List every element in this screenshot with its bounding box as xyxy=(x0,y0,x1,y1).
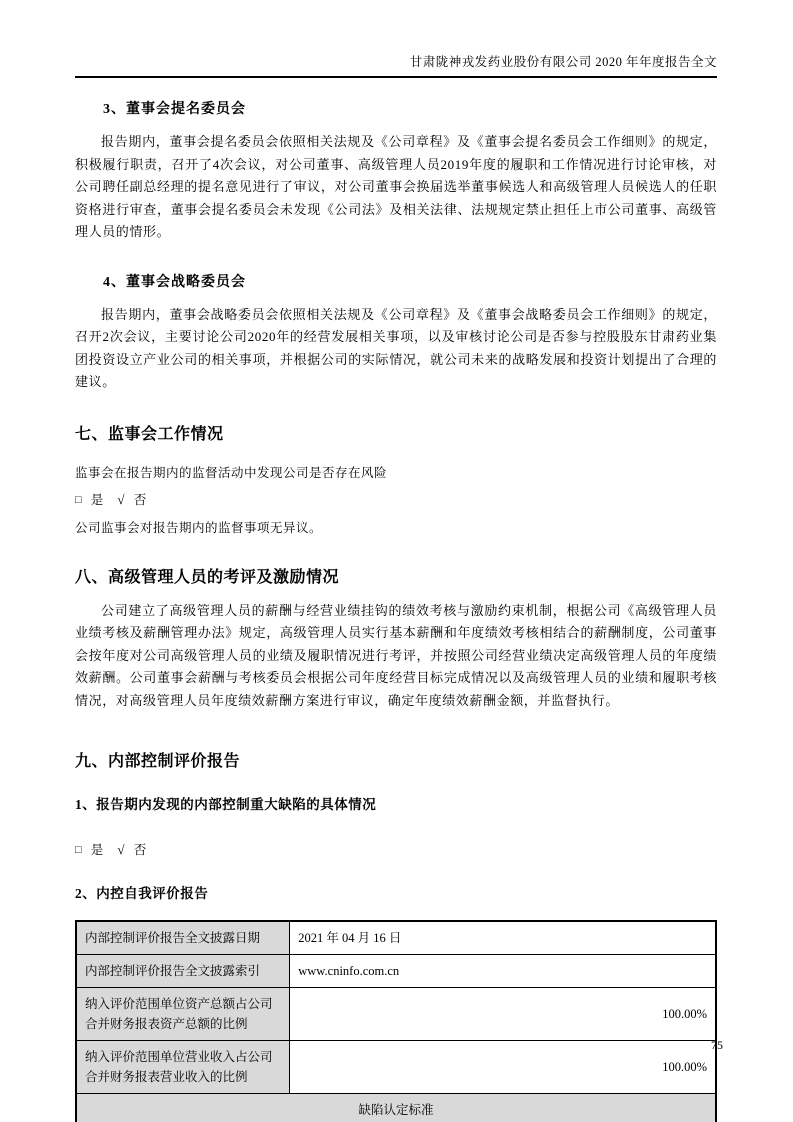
table-footer-row xyxy=(76,1094,716,1122)
table-cell-label: 纳入评价范围单位营业收入占公司合并财务报表营业收入的比例 xyxy=(76,1041,290,1094)
table-cell-value: 2021 年 04 月 16 日 xyxy=(290,921,716,955)
heading-ic-self-evaluation: 2、内控自我评价报告 xyxy=(75,886,209,901)
report-title: 甘肃陇神戎发药业股份有限公司 2020 年年度报告全文 xyxy=(409,55,717,69)
table-row xyxy=(76,921,716,955)
ic-defects-answer xyxy=(75,841,717,860)
checkmark-icon: √ xyxy=(117,491,126,507)
checkbox-unchecked-icon: □ xyxy=(75,844,83,856)
table-cell-value: 100.00% xyxy=(290,988,716,1041)
checkbox-unchecked-icon: □ xyxy=(75,493,83,506)
table-cell-label: 内部控制评价报告全文披露日期 xyxy=(76,921,290,955)
answer-yes-label: 是 xyxy=(90,843,104,857)
internal-control-table xyxy=(75,920,717,1122)
heading-ic-defects: 1、报告期内发现的内部控制重大缺陷的具体情况 xyxy=(75,797,377,812)
checkmark-icon: √ xyxy=(117,842,126,857)
heading-strategy-committee: 4、董事会战略委员会 xyxy=(103,274,246,290)
table-row xyxy=(76,955,716,988)
answer-no-label: 否 xyxy=(133,492,147,507)
answer-yes-label: 是 xyxy=(90,492,104,507)
table-row xyxy=(76,988,716,1041)
supervisory-risk-question: 监事会在报告期内的监督活动中发现公司是否存在风险 xyxy=(75,465,388,480)
heading-nomination-committee: 3、董事会提名委员会 xyxy=(103,102,246,117)
table-cell-label: 内部控制评价报告全文披露索引 xyxy=(76,955,290,988)
page-content xyxy=(75,0,717,1122)
heading-management-review: 八、高级管理人员的考评及激励情况 xyxy=(75,568,340,586)
table-row xyxy=(76,1041,716,1094)
supervisory-note: 公司监事会对报告期内的监督事项无异议。 xyxy=(75,520,323,535)
table-footer-cell: 缺陷认定标准 xyxy=(76,1094,716,1122)
table-cell-value: www.cninfo.com.cn xyxy=(290,955,716,988)
answer-no-label: 否 xyxy=(133,843,147,857)
page-number: 75 xyxy=(711,1038,723,1052)
paragraph-nomination-committee: 报告期内，董事会提名委员会依照相关法规及《公司章程》及《董事会提名委员会工作细则》的规定，积极履行职责，召开了4次会议，对公司董事、高级管理人员2019年度的履职和工作情况进行讨论审核，对公司聘任副总经理的提名意见进行了审议，对公司董事会换届选举董事候选人和高级管理人员候选人的任职资格进行审查，董事会提名委员会未发现《公司法》及相关法律、法规规定禁止担任上市公司董事、高级管理人员的情形。 xyxy=(75,134,717,239)
supervisory-risk-answer xyxy=(75,491,717,510)
paragraph-management-review: 公司建立了高级管理人员的薪酬与经营业绩挂钩的绩效考核与激励约束机制，根据公司《高级管理人员业绩考核及薪酬管理办法》规定，高级管理人员实行基本薪酬和年度绩效考核相结合的薪酬制度，公司董事会按年度对公司高级管理人员的业绩及履职情况进行考评，并按照公司经营业绩决定高级管理人员的年度绩效薪酬。公司董事会薪酬与考核委员会根据公司年度经营目标完成情况以及高级管理人员的业绩和履职考核情况，对高级管理人员年度绩效薪酬方案进行审议，确定年度绩效薪酬金额，并监督执行。 xyxy=(75,602,717,708)
table-cell-label: 纳入评价范围单位资产总额占公司合并财务报表资产总额的比例 xyxy=(76,988,290,1041)
heading-supervisory-board: 七、监事会工作情况 xyxy=(75,425,224,443)
heading-internal-control: 九、内部控制评价报告 xyxy=(75,753,241,770)
running-header xyxy=(75,0,717,78)
table-cell-value: 100.00% xyxy=(290,1041,716,1094)
paragraph-strategy-committee: 报告期内，董事会战略委员会依照相关法规及《公司章程》及《董事会战略委员会工作细则》的规定，召开2次会议，主要讨论公司2020年的经营发展相关事项，以及审核讨论公司是否参与控股股东甘肃药业集团投资设立产业公司的相关事项，并根据公司的实际情况，就公司未来的战略发展和投资计划提出了合理的建议。 xyxy=(75,306,717,389)
